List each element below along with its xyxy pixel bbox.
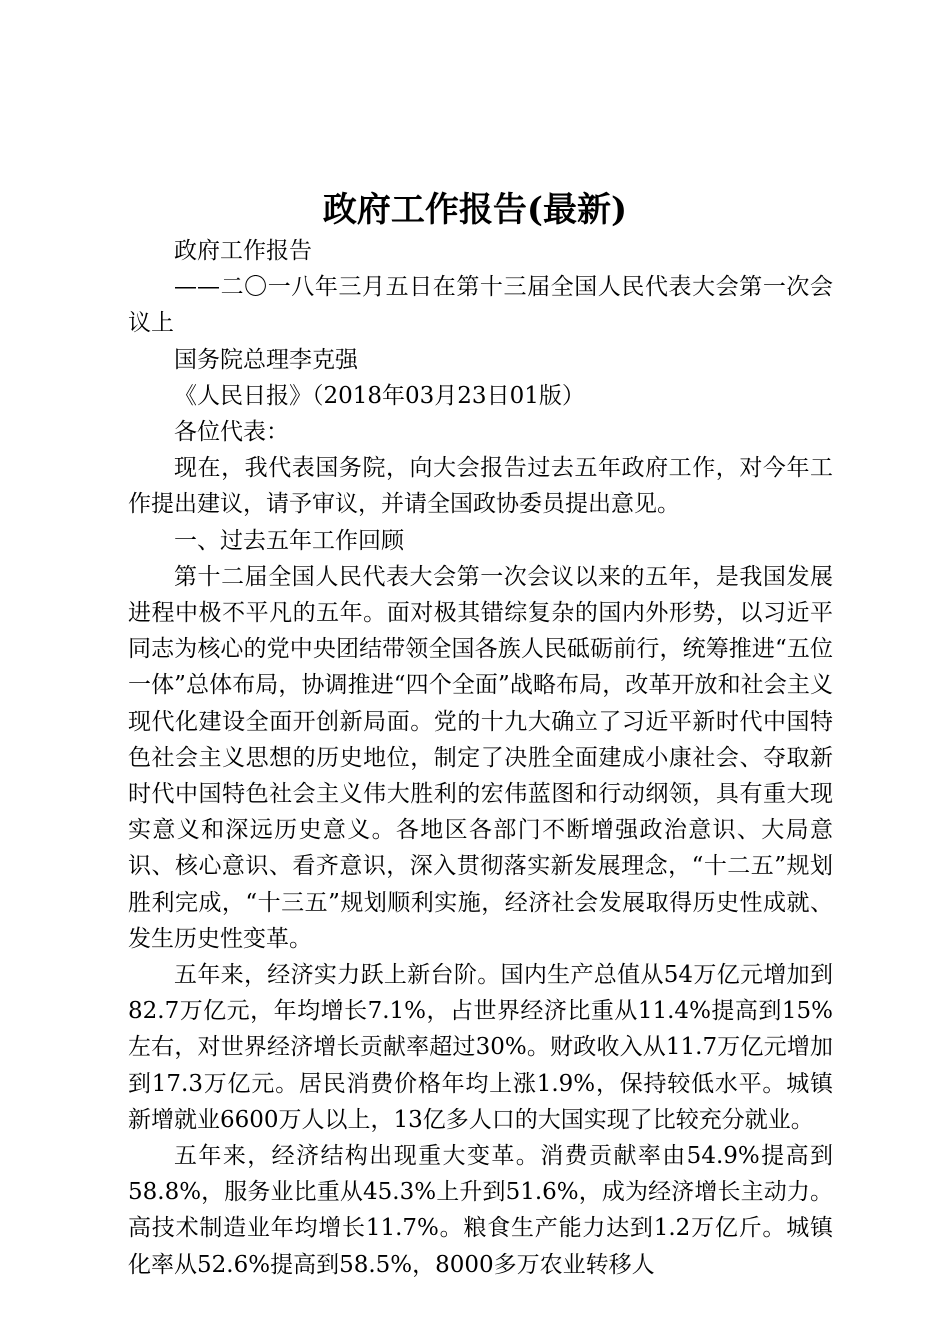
document-body [128, 233, 833, 1283]
section-heading: 一、过去五年工作回顾 [174, 527, 404, 554]
paragraph-structure: 五年来，经济结构出现重大变革。消费贡献率由54.9%提高到58.8%，服务业比重从45.3%上升到51.6%，成为经济增长主动力。高技术制造业年均增长11.7%。粮食生产能力达到1.2万亿斤。城镇化率从52.6%提高到58.5%，8000多万农业转移人 [128, 1143, 833, 1278]
paragraph-report-name: 政府工作报告 [174, 238, 312, 264]
paragraph-source: 《人民日报》（2018年03月23日01版） [174, 382, 585, 409]
paragraph-review: 第十二届全国人民代表大会第一次会议以来的五年，是我国发展进程中极不平凡的五年。面对极其错综复杂的国内外形势，以习近平同志为核心的党中央团结带领全国各族人民砥砺前行，统筹推进“五位一体”总体布局，协调推进“四个全面”战略布局，改革开放和社会主义现代化建设全面开创新局面。党的十九大确立了习近平新时代中国特色社会主义思想的历史地位，制定了决胜全面建成小康社会、夺取新时代中国特色社会主义伟大胜利的宏伟蓝图和行动纲领，具有重大现实意义和深远历史意义。各地区各部门不断增强政治意识、大局意识、核心意识、看齐意识，深入贯彻落实新发展理念，“十二五”规划胜利完成，“十三五”规划顺利实施，经济社会发展取得历史性成就、发生历史性变革。 [128, 563, 833, 952]
document-title: 政府工作报告(最新) [322, 190, 628, 230]
paragraph-intro: 现在，我代表国务院，向大会报告过去五年政府工作，对今年工作提出建议，请予审议，并请全国政协委员提出意见。 [128, 455, 833, 518]
paragraph-speaker: 国务院总理李克强 [174, 346, 358, 373]
paragraph-occasion: ——二〇一八年三月五日在第十三届全国人民代表大会第一次会议上 [128, 274, 833, 337]
paragraph-economy: 五年来，经济实力跃上新台阶。国内生产总值从54万亿元增加到82.7万亿元，年均增长7.1%，占世界经济比重从11.4%提高到15%左右，对世界经济增长贡献率超过30%。财政收入从11.7万亿元增加到17.3万亿元。居民消费价格年均上涨1.9%，保持较低水平。城镇新增就业6600万人以上，13亿多人口的大国实现了比较充分就业。 [128, 962, 833, 1133]
paragraph-salutation: 各位代表： [174, 419, 289, 446]
